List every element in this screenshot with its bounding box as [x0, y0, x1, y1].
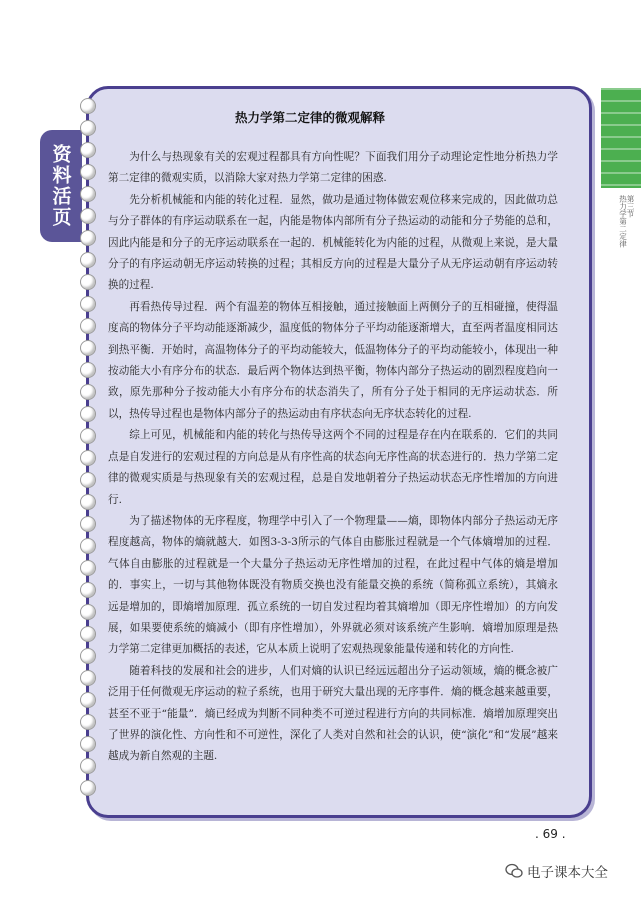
binder-ring	[80, 758, 96, 774]
binder-ring	[80, 494, 96, 510]
binder-ring	[80, 296, 96, 312]
binder-ring	[80, 142, 96, 158]
binder-ring	[80, 252, 96, 268]
binder-ring	[80, 164, 96, 180]
binder-ring	[80, 450, 96, 466]
side-label-text: 资料活页	[49, 144, 72, 228]
binder-ring	[80, 98, 96, 114]
binder-ring	[80, 560, 96, 576]
page-number: . 69 .	[535, 827, 566, 841]
binder-ring	[80, 648, 96, 664]
binder-ring	[80, 714, 96, 730]
binder-ring	[80, 582, 96, 598]
binder-ring	[80, 318, 96, 334]
binder-ring	[80, 428, 96, 444]
side-label-tab	[40, 130, 82, 242]
binder-ring	[80, 472, 96, 488]
wechat-icon	[505, 863, 523, 879]
article-body	[108, 147, 558, 768]
binder-ring	[80, 626, 96, 642]
binder-ring	[80, 384, 96, 400]
binder-ring	[80, 670, 96, 686]
paragraph: 随着科技的发展和社会的进步，人们对熵的认识已经远远超出分子运动领域，熵的概念被广泛用于任何微观无序运动的粒子系统，也用于研究大量出现的无序事件．熵的概念越来越重要，甚至不亚于“能量”．熵已经成为判断不同种类不可逆过程进行方向的共同标准．熵增加原理突出了世界的演化性、方向性和不可逆性，深化了人类对自然和社会的认识，使“演化”和“发展”越来越成为新自然观的主题.	[108, 664, 558, 763]
watermark-text: 电子课本大全	[527, 865, 608, 881]
side-navigation	[604, 195, 634, 248]
watermark	[505, 861, 608, 881]
binder-ring	[80, 604, 96, 620]
binder-ring	[80, 362, 96, 378]
paragraph: 综上可见，机械能和内能的转化与热传导这两个不同的过程是存在内在联系的．它们的共同点是自发进行的宏观过程的方向总是从有序性高的状态向无序性高的状态进行的．热力学第二定律的微观实质是与热现象有关的宏观过程，总是自发地朝着分子热运动状态无序性增加的方向进行.	[108, 429, 558, 506]
section-label: 第三节	[626, 195, 635, 218]
binder-ring	[80, 186, 96, 202]
binder-ring	[80, 538, 96, 554]
paragraph: 为什么与热现象有关的宏观过程都具有方向性呢？下面我们用分子动理论定性地分析热力学第二定律的微观实质，以消除大家对热力学第二定律的困惑.	[108, 151, 558, 185]
binder-ring	[80, 274, 96, 290]
binder-ring	[80, 406, 96, 422]
page-title: 热力学第二定律的微观解释	[234, 110, 385, 125]
paragraph: 再看热传导过程．两个有温差的物体互相接触，通过接触面上两侧分子的互相碰撞，使得温度高的物体分子平均动能逐渐减少，温度低的物体分子平均动能逐渐增大，直至两者温度相同达到热平衡．开始时，高温物体分子的平均动能较大，低温物体分子的平均动能较小，体现出一种按动能大小有序分布的状态．最后两个物体达到热平衡，物体内部分子热运动的剧烈程度趋向一致，原先那种分子按动能大小有序分布的状态消失了，所有分子处于相同的无序运动状态．所以，热传导过程也是物体内部分子的热运动由有序状态向无序状态转化的过程.	[108, 300, 558, 420]
binder-ring	[80, 208, 96, 224]
binder-ring	[80, 692, 96, 708]
binder-ring	[80, 230, 96, 246]
binder-ring	[80, 736, 96, 752]
paragraph: 为了描述物体的无序程度，物理学中引入了一个物理量——熵，即物体内部分子热运动无序程度越高，物体的熵就越大．如图3-3-3所示的气体自由膨胀过程就是一个气体熵增加的过程．气体自由膨胀的过程就是一个大量分子热运动无序性增加的过程，在此过程中气体的熵是增加的．事实上，一切与其他物体既没有物质交换也没有能量交换的系统（简称孤立系统），其熵永远是增加的，即熵增加原理．孤立系统的一切自发过程均着其熵增加（即无序性增加）的方向发展，如果要使系统的熵减小（即有序性增加），外界就必须对该系统产生影响．熵增加原理是热力学第二定律更加概括的表述，它从本质上说明了宏观热现象能量传递和转化的方向性.	[108, 514, 558, 656]
binder-ring	[80, 516, 96, 532]
binder-ring	[80, 780, 96, 796]
binder-ring	[80, 340, 96, 356]
topic-label: 热力学第二定律	[618, 195, 628, 248]
paragraph: 先分析机械能和内能的转化过程．显然，做功是通过物体做宏观位移来完成的，因此做功总与分子群体的有序运动联系在一起，内能是物体内部所有分子热运动的动能和分子势能的总和，因此内能是和分子的无序运动联系在一起的．机械能转化为内能的过程，从微观上来说，是大量分子的有序运动朝无序运动转换的过程；其相反方向的过程是大量分子从无序运动朝有序运动转换的过程.	[108, 193, 558, 292]
binder-ring	[80, 120, 96, 136]
chapter-thumb-tab	[601, 88, 641, 188]
